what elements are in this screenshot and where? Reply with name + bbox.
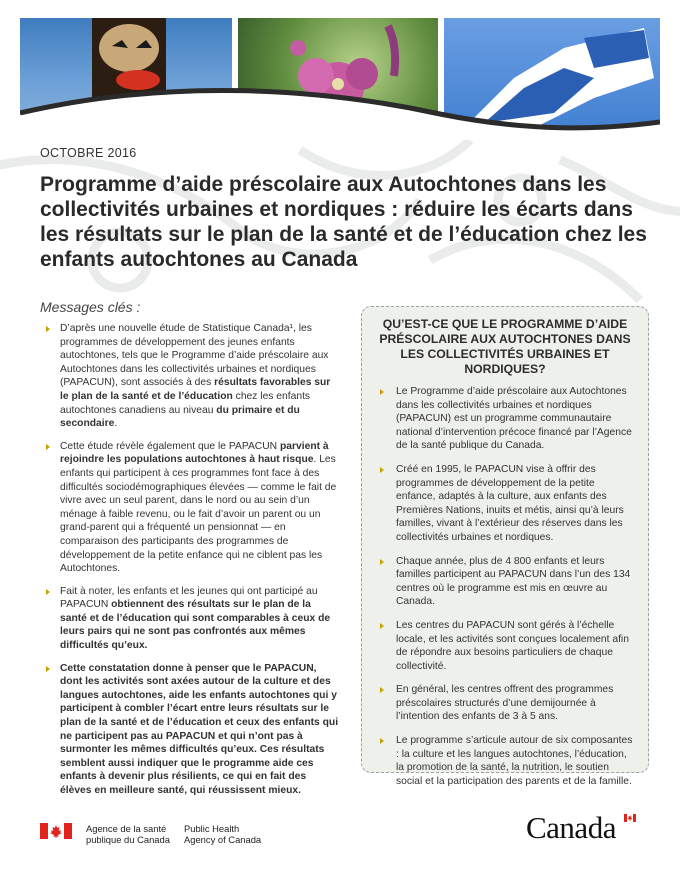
canada-flag-icon: [40, 823, 72, 839]
key-messages-heading: Messages clés :: [40, 299, 141, 315]
info-item-6: Le programme s’articule autour de six composantes : la culture et les langues autochtones, l’éducation, la promotion de la santé, la nutrition, le soutien social et la participation des parents et de la famille.: [374, 734, 634, 788]
message-text-run: Fait à noter, les enfants et les jeunes qui ont participé au PAPACUN: [60, 585, 318, 611]
message-text-run: Cette constatation donne à penser que le PAPACUN, dont les activités sont axées autour de la culture et des langues autochtones, aide les enfants autochtones qui y participent à combler l’écart entre leurs résultats sur le plan de la santé et de l’éducation et ceux des enfants qui ne participent pas au PAPACUN et qui n’ont pas à surmonter les mêmes difficultés qu’eux. Ces résultats semblent aussi indiquer que le programme aide ces enfants à devenir plus résilients, ce qui en fait des élèves en meilleure santé, qui réussissent mieux.: [60, 662, 339, 796]
header-swoosh: [20, 18, 660, 140]
key-message-3: [40, 585, 340, 653]
info-box-list: [362, 385, 648, 788]
key-message-4: [40, 662, 340, 798]
message-text-run: résultats favorables sur le plan de la santé et de l’éducation: [60, 377, 331, 402]
message-text-run: chez les enfants autochtones canadiens au niveau: [60, 390, 311, 416]
info-item-2: Créé en 1995, le PAPACUN vise à offrir des programmes de développement de la petite enfance, adaptés à la culture, aux enfants des Premières Nations, inuits et métis, ainsi qu’à leurs familles, vivant à l’extérieur des réserves dans les collectivités urbaines et nordiques.: [374, 463, 634, 545]
message-text-run: Cette étude révèle également que le PAPACUN: [60, 440, 280, 452]
message-text-run: parvient à rejoindre les populations autochtones à haut risque: [60, 440, 329, 466]
agency-name-fr: Agence de la santé publique du Canada: [86, 823, 170, 845]
agency-name-en: Public Health Agency of Canada: [184, 823, 262, 845]
message-text-run: .: [114, 418, 118, 430]
info-box: [361, 306, 649, 787]
info-item-3: Chaque année, plus de 4 800 enfants et leurs familles participent au PAPACUN dans l’un des 134 centres où le programme est mis en œuvre au Canada.: [374, 555, 634, 609]
info-box-title: QU’EST-CE QUE LE PROGRAMME D’AIDE PRÉSCOLAIRE AUX AUTOCHTONES DANS LES COLLECTIVITÉS URBAINES ET NORDIQUES?: [379, 317, 631, 376]
header-banner: [20, 18, 660, 140]
message-text-run: D’après une nouvelle étude de Statistique Canada¹, les programmes de développement des jeunes enfants autochtones, tels que le Programme d’aide préscolaire aux Autochtones dans les collectivités urbaines et nordiques (PAPACUN), sont associés à des: [60, 323, 329, 389]
message-text-run: obtiennent des résultats sur le plan de la santé et de l’éducation qui sont comparables à ceux de leurs pairs qui ne sont pas confrontés aux mêmes difficultés qu’eux.: [60, 599, 331, 652]
key-message-2: [40, 440, 340, 576]
info-item-1: Le Programme d’aide préscolaire aux Autochtones dans les collectivités urbaines et nordiques (PAPACUN) est un programme communautaire national d’intervention précoce financé par l’Agence de la santé publique du Canada.: [374, 385, 634, 453]
message-text-run: . Les enfants qui participent à ces programmes font face à des difficultés sociodémographiques élevées — comme le fait de vivre avec un seul parent, dans le nord ou au sein d’un ménage à faible revenu, ou le fait d’avoir un parent ou un grand-parent qui a fréquenté un pensionnat — en comparaison des participants des programmes de développement de la petite enfance qui ne ciblent pas les Autochtones.: [60, 454, 337, 575]
page-title: Programme d’aide préscolaire aux Autochtones dans les collectivités urbaines et nordiques : réduire les écarts dans les résultats sur le plan de la santé et de l’éducation chez les enfants autochtones au Canada: [40, 173, 647, 271]
info-item-5: En général, les centres offrent des programmes préscolaires structurés d’une demijournée à l’intention des enfants de 3 à 5 ans.: [374, 683, 634, 724]
publication-date: OCTOBRE 2016: [40, 146, 137, 160]
key-message-1: [40, 322, 340, 431]
wordmark-flag-icon: [624, 814, 636, 822]
canada-wordmark: Canada: [526, 810, 616, 845]
info-item-4: Les centres du PAPACUN sont gérés à l’échelle locale, et les activités sont conçues localement afin de répondre aux besoins particuliers de chaque collectivité.: [374, 619, 634, 673]
key-messages-list: [40, 322, 340, 807]
message-text-run: du primaire et du secondaire: [60, 404, 300, 430]
